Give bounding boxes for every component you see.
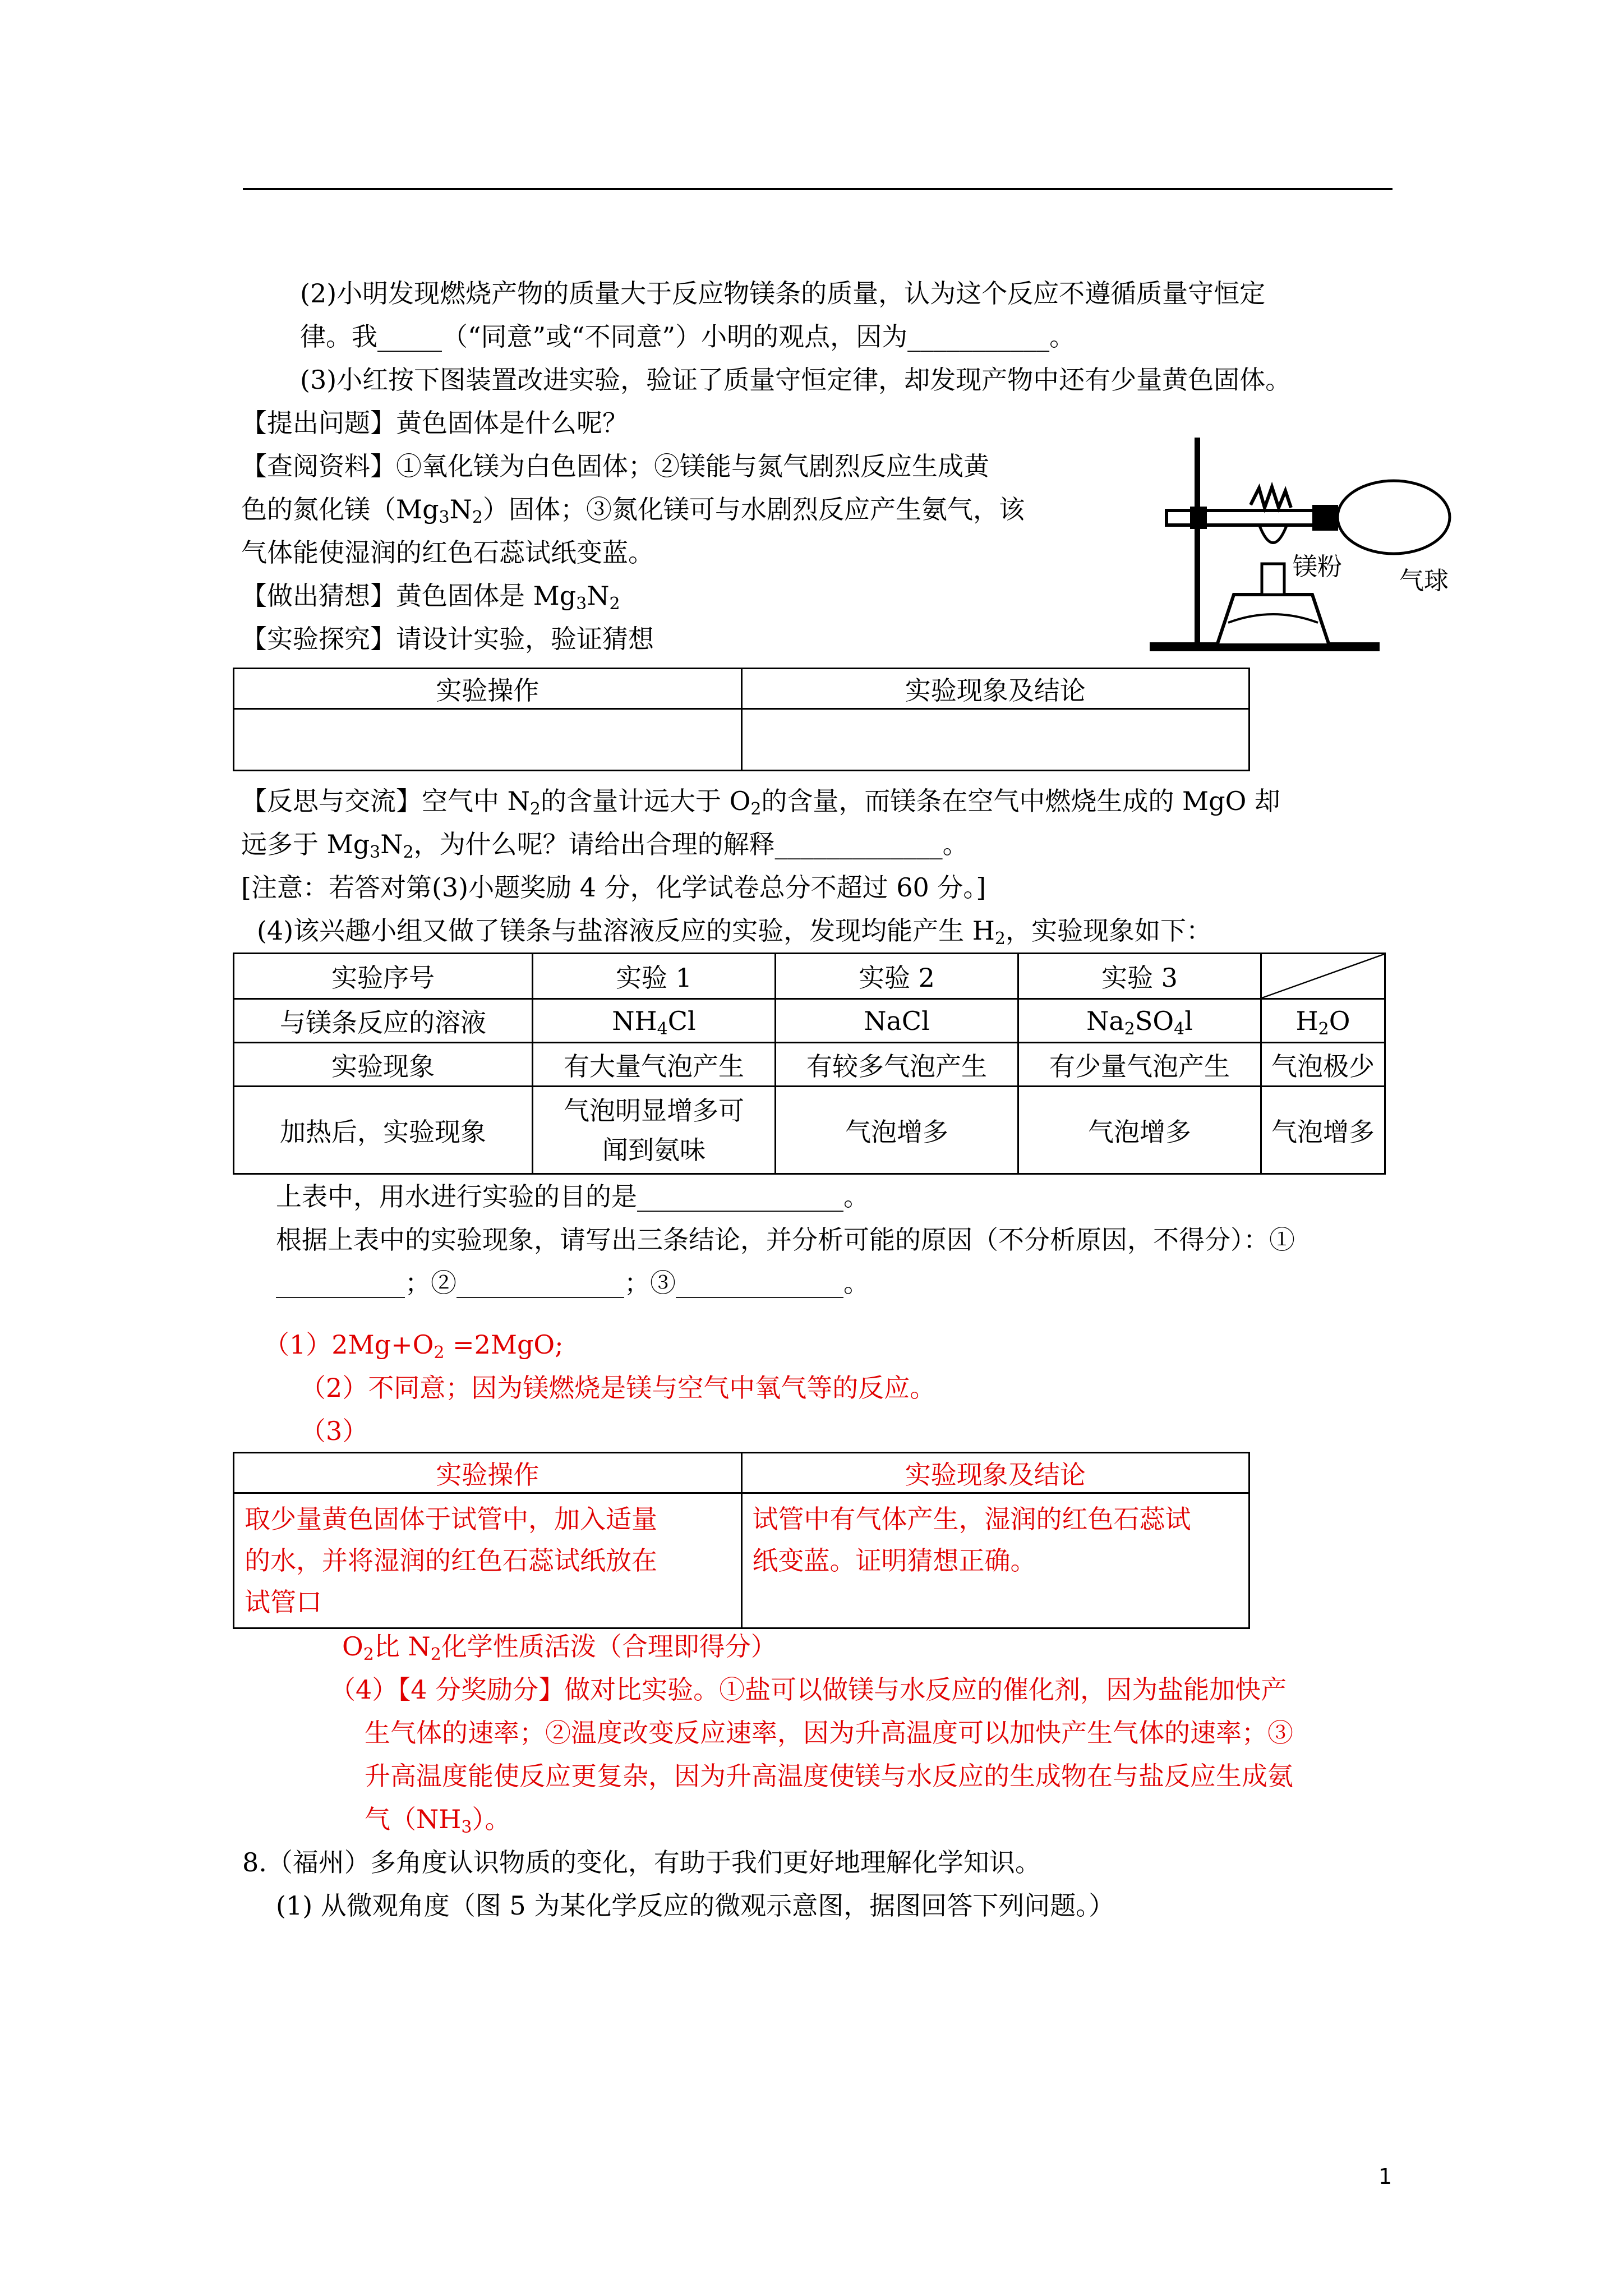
t2-header-label: 实验序号 <box>234 954 533 999</box>
conclusion-question-1: 根据上表中的实验现象，请写出三条结论，并分析可能的原因（不分析原因，不得分）：① <box>276 1225 1295 1255</box>
answer-table <box>233 1452 1250 1629</box>
answer-4-line-2: 生气体的速率；②温度改变反应速率，因为升高温度可以加快产生气体的速率；③ <box>365 1718 1293 1748</box>
answer-3-label: （3） <box>300 1416 368 1446</box>
reflection-line-1: 【反思与交流】空气中 $N_2$的含量计远大于 $O_2$的含量，而镁条在空气中燃烧生成的 MgO 却 <box>241 786 1280 819</box>
answer-operation: 取少量黄色固体于试管中，加入适量 的水，并将湿润的红色石蕊试纸放在 试管口 <box>234 1493 742 1628</box>
reference-line-2: 色的氮化镁$(Mg_3N_2)$固体；③氮化镁可与水剧烈反应产生氨气，该 <box>241 494 1025 527</box>
question-8-part-1: (1) 从微观角度（图 5 为某化学反应的微观示意图，据图回答下列问题。） <box>276 1890 1115 1921</box>
design-table <box>233 668 1250 771</box>
answer-4-line-1: （4）【4 分奖励分】做对比实验。①盐可以做镁与水反应的催化剂，因为盐能加快产 <box>330 1674 1287 1705</box>
t2-heated-3: 气泡增多 <box>1018 1087 1261 1174</box>
salt-solution-table <box>233 953 1386 1175</box>
apparatus-figure <box>1144 426 1458 662</box>
t2-header-exp1: 实验 1 <box>533 954 776 999</box>
t2-solution-nacl: NaCl <box>776 999 1018 1043</box>
question-2-line-1: (2)小明发现燃烧产物的质量大于反应物镁条的质量，认为这个反应不遵循质量守恒定 <box>300 278 1266 309</box>
header-rule <box>243 188 1393 190</box>
header-operation: 实验操作 <box>234 669 742 709</box>
t2-heated-2: 气泡增多 <box>776 1087 1018 1174</box>
header-result: 实验现象及结论 <box>741 669 1249 709</box>
answer-4-line-3: 升高温度能使反应更复杂，因为升高温度使镁与水反应的生成物在与盐反应生成氨 <box>365 1761 1293 1791</box>
t2-phenomenon-label: 实验现象 <box>234 1043 533 1087</box>
t2-phenomenon-2: 有较多气泡产生 <box>776 1043 1018 1087</box>
t2-solution-water: $H_2O$ <box>1261 999 1385 1043</box>
blank-result-cell[interactable] <box>741 709 1249 771</box>
t2-header-exp2: 实验 2 <box>776 954 1018 999</box>
blank-operation-cell[interactable] <box>234 709 742 771</box>
answer-1: $(1)2Mg+O_2 =2MgO$; <box>264 1329 564 1363</box>
answer-4-line-4: 气$(NH_3)$。 <box>365 1804 511 1837</box>
t2-heated-1: 气泡明显增多可 闻到氨味 <box>533 1087 776 1174</box>
t2-phenomenon-1: 有大量气泡产生 <box>533 1043 776 1087</box>
t2-solution-nh4cl: $NH_4Cl$ <box>533 999 776 1043</box>
label-balloon: 气球 <box>1399 567 1449 595</box>
answer-2: （2）不同意；因为镁燃烧是镁与空气中氧气等的反应。 <box>300 1373 936 1403</box>
answer-header-operation: 实验操作 <box>234 1453 742 1493</box>
note: [注意：若答对第(3)小题奖励 4 分，化学试卷总分不超过 60 分。] <box>241 872 986 903</box>
hypothesis: 【做出猜想】黄色固体是 $Mg_3N_2$ <box>241 581 620 614</box>
experiment-explore: 【实验探究】请设计实验，验证猜想 <box>241 624 654 654</box>
reference-line-3: 气体能使湿润的红色石蕊试纸变蓝。 <box>241 537 654 568</box>
question-4: (4)该兴趣小组又做了镁条与盐溶液反应的实验，发现均能产生 $H_2$，实验现象如下： <box>257 915 1212 949</box>
water-purpose-question: 上表中，用水进行实验的目的是________________。 <box>276 1181 869 1212</box>
reference-line-1: 【查阅资料】①氧化镁为白色固体；②镁能与氮气剧烈反应生成黄 <box>241 451 989 481</box>
question-8: 8.（福州）多角度认识物质的变化，有助于我们更好地理解化学知识。 <box>242 1847 1041 1878</box>
t2-solution-label: 与镁条反应的溶液 <box>234 999 533 1043</box>
t2-solution-na2so4: $Na_2SO_4l$ <box>1018 999 1261 1043</box>
t2-heated-label: 加热后，实验现象 <box>234 1087 533 1174</box>
answer-header-result: 实验现象及结论 <box>741 1453 1249 1493</box>
label-magnesium-powder: 镁粉 <box>1293 553 1342 581</box>
t2-phenomenon-water: 气泡极少 <box>1261 1043 1385 1087</box>
t2-header-diagonal <box>1261 954 1385 999</box>
question-2-line-2: 律。我_____（“同意”或“不同意”）小明的观点，因为___________。 <box>300 321 1076 352</box>
answer-reflection: $O_2$比 $N_2$化学性质活泼（合理即得分） <box>342 1631 777 1664</box>
conclusion-question-2: __________；②_____________；③_____________。 <box>276 1268 869 1298</box>
page-number: 1 <box>1378 2164 1393 2189</box>
raise-question: 【提出问题】黄色固体是什么呢？ <box>241 408 628 438</box>
t2-heated-water: 气泡增多 <box>1261 1087 1385 1174</box>
question-3: (3)小红按下图装置改进实验，验证了质量守恒定律，却发现产物中还有少量黄色固体。 <box>300 365 1292 395</box>
reflection-line-2: 远多于 $Mg_3N_2$，为什么呢？请给出合理的解释_____________。 <box>241 829 969 862</box>
answer-result: 试管中有气体产生，湿润的红色石蕊试 纸变蓝。证明猜想正确。 <box>741 1493 1249 1628</box>
t2-header-exp3: 实验 3 <box>1018 954 1261 999</box>
t2-phenomenon-3: 有少量气泡产生 <box>1018 1043 1261 1087</box>
